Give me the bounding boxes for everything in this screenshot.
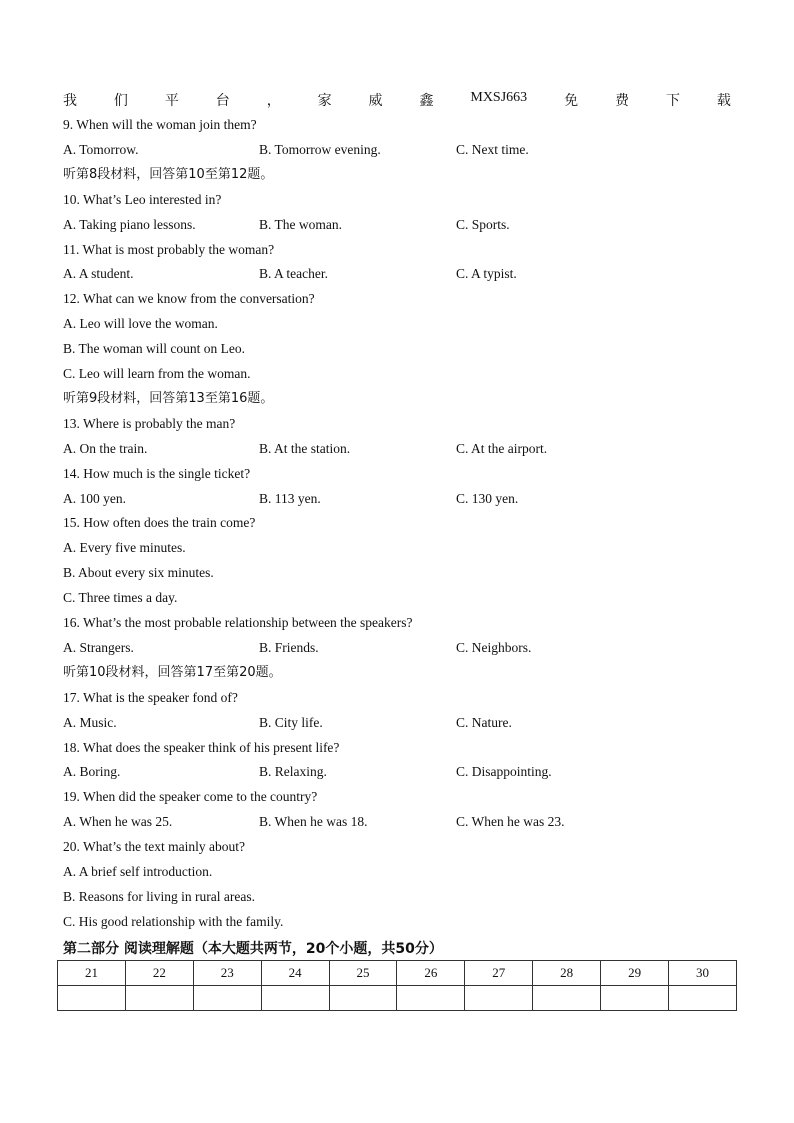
- answer-option: C. A typist.: [456, 266, 517, 282]
- answer-number-cell: 30: [669, 961, 737, 986]
- answer-option: A. 100 yen.: [63, 490, 126, 506]
- answer-number-cell: 22: [125, 961, 193, 986]
- answer-option: C. At the airport.: [456, 440, 548, 456]
- question-line: C. His good relationship with the family.: [63, 913, 284, 929]
- header-text: 我: [63, 94, 77, 109]
- question-line: 12. What can we know from the conversation?: [63, 291, 315, 307]
- answer-number-cell: 21: [58, 961, 126, 986]
- answer-option: B. The woman.: [259, 216, 342, 232]
- header-text: 载: [716, 94, 731, 109]
- header-text: MXSJ663: [470, 90, 528, 105]
- question-line: C. Three times a day.: [63, 590, 178, 606]
- question-line: C. Leo will learn from the woman.: [63, 366, 251, 381]
- answer-number-cell: 27: [465, 961, 533, 986]
- question-line: A. A brief self introduction.: [63, 864, 213, 879]
- answer-blank-cell[interactable]: [397, 986, 465, 1011]
- question-line: B. The woman will count on Leo.: [63, 341, 245, 357]
- answer-option: C. Sports.: [456, 216, 510, 232]
- answer-option: B. At the station.: [259, 440, 351, 456]
- answer-option: A. Taking piano lessons.: [63, 216, 196, 232]
- question-line: 11. What is most probably the woman?: [63, 241, 275, 257]
- header-text: 家: [317, 94, 332, 109]
- header-text: 鑫: [419, 94, 434, 109]
- answer-number-cell: 25: [329, 961, 397, 986]
- answer-number-cell: 24: [261, 961, 329, 986]
- answer-option: A. Strangers.: [63, 639, 134, 655]
- answer-option: B. City life.: [259, 714, 323, 730]
- answer-blank-cell[interactable]: [533, 986, 601, 1011]
- part-two-title: 第二部分 阅读理解题（本大题共两节，20个小题，共50分）: [63, 941, 443, 957]
- answer-blank-cell[interactable]: [261, 986, 329, 1011]
- question-line: 17. What is the speaker fond of?: [63, 689, 238, 705]
- section-instruction: 听第9段材料，回答第13至第16题。: [63, 390, 274, 406]
- answer-option: C. Neighbors.: [456, 639, 532, 655]
- answer-option: A. When he was 25.: [63, 814, 173, 830]
- question-line: 20. What’s the text mainly about?: [63, 839, 245, 855]
- answer-option: A. Tomorrow.: [63, 141, 139, 157]
- question-line: 14. How much is the single ticket?: [63, 465, 251, 481]
- answer-option: A. Boring.: [63, 764, 121, 780]
- question-line: B. Reasons for living in rural areas.: [63, 888, 255, 904]
- answer-option: B. Tomorrow evening.: [259, 141, 381, 157]
- question-line: 16. What’s the most probable relationship between the speakers?: [63, 615, 413, 630]
- answer-option: A. Music.: [63, 714, 117, 730]
- page-header: [63, 90, 731, 110]
- answer-table: [57, 960, 737, 1011]
- answer-number-cell: 23: [193, 961, 261, 986]
- answer-blank-cell[interactable]: [125, 986, 193, 1011]
- header-text: 们: [113, 94, 128, 109]
- answer-option: C. When he was 23.: [456, 814, 565, 830]
- answer-option: C. Nature.: [456, 714, 512, 730]
- answer-number-cell: 28: [533, 961, 601, 986]
- question-line: A. Every five minutes.: [63, 540, 186, 556]
- answer-blank-cell[interactable]: [669, 986, 737, 1011]
- answer-option: C. Next time.: [456, 141, 529, 157]
- question-line: 10. What’s Leo interested in?: [63, 191, 222, 207]
- header-text: 费: [615, 94, 630, 109]
- answer-option: C. 130 yen.: [456, 490, 519, 506]
- answer-option: B. Relaxing.: [259, 764, 327, 780]
- answer-number-cell: 26: [397, 961, 465, 986]
- question-line: 18. What does the speaker think of his present life?: [63, 739, 340, 755]
- answer-option: B. When he was 18.: [259, 814, 368, 830]
- answer-table-number-row: [58, 961, 737, 986]
- answer-option: B. 113 yen.: [259, 490, 321, 506]
- question-line: 15. How often does the train come?: [63, 515, 256, 531]
- header-text: 下: [665, 94, 680, 109]
- section-instruction: 听第8段材料，回答第10至第12题。: [63, 166, 274, 182]
- answer-blank-cell[interactable]: [329, 986, 397, 1011]
- answer-option: A. A student.: [63, 266, 134, 282]
- header-text: 台: [215, 94, 230, 109]
- answer-blank-cell[interactable]: [193, 986, 261, 1011]
- question-line: A. Leo will love the woman.: [63, 316, 218, 332]
- answer-option: C. Disappointing.: [456, 764, 552, 780]
- answer-blank-cell[interactable]: [58, 986, 126, 1011]
- answer-option: B. Friends.: [259, 639, 319, 655]
- question-line: 13. Where is probably the man?: [63, 415, 236, 431]
- header-text: 威: [368, 94, 383, 109]
- header-text: 免: [564, 94, 579, 109]
- header-text: ，: [266, 94, 281, 109]
- answer-option: B. A teacher.: [259, 266, 328, 282]
- section-instruction: 听第10段材料，回答第17至第20题。: [63, 664, 282, 680]
- question-line: B. About every six minutes.: [63, 565, 214, 581]
- answer-option: A. On the train.: [63, 440, 148, 456]
- question-line: 9. When will the woman join them?: [63, 117, 257, 132]
- question-line: 19. When did the speaker come to the country?: [63, 789, 318, 805]
- header-text: 平: [164, 94, 179, 109]
- answer-number-cell: 29: [601, 961, 669, 986]
- answer-table-blank-row: [58, 986, 737, 1011]
- answer-blank-cell[interactable]: [465, 986, 533, 1011]
- answer-blank-cell[interactable]: [601, 986, 669, 1011]
